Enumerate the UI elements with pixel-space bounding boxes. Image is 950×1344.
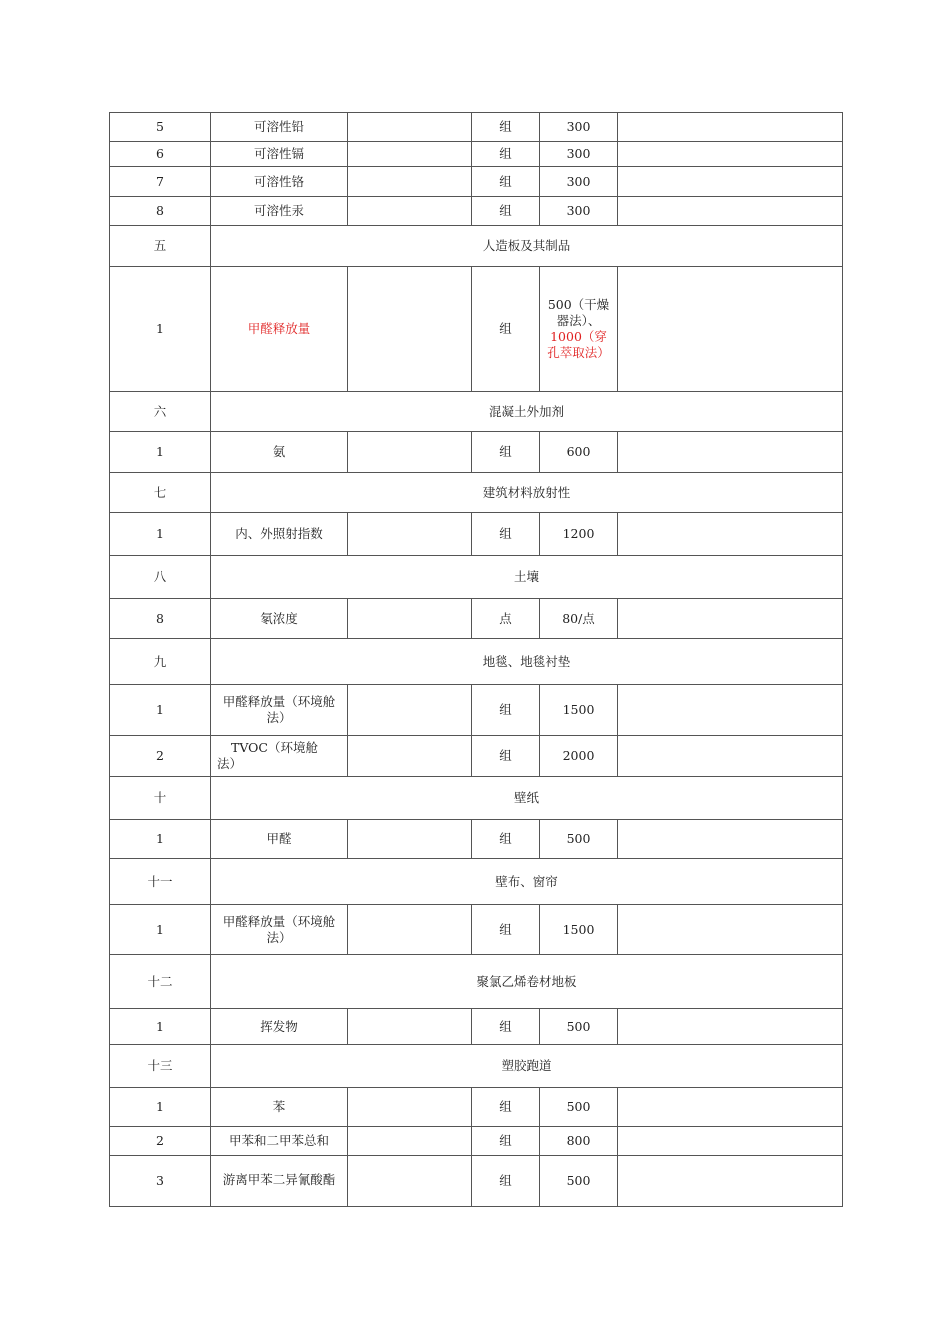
section-number: 六 (110, 392, 211, 432)
unit-cell: 组 (472, 167, 540, 197)
item-name: 可溶性镉 (211, 142, 348, 167)
remarks-cell (618, 142, 843, 167)
row-number: 1 (110, 267, 211, 392)
price-cell: 500 (540, 1009, 618, 1045)
table-row (110, 820, 843, 859)
price-cell: 500 (540, 1088, 618, 1127)
item-name: 苯 (211, 1088, 348, 1127)
price-cell: 800 (540, 1127, 618, 1156)
item-name: 内、外照射指数 (211, 513, 348, 556)
table-row (110, 267, 843, 392)
section-title: 壁布、窗帘 (211, 859, 843, 905)
remarks-cell (618, 197, 843, 226)
unit-cell: 组 (472, 1156, 540, 1207)
section-number: 九 (110, 639, 211, 685)
table-row (110, 905, 843, 955)
remarks-cell (618, 513, 843, 556)
empty-cell (348, 736, 472, 777)
row-number: 1 (110, 685, 211, 736)
unit-cell: 组 (472, 685, 540, 736)
section-number: 十二 (110, 955, 211, 1009)
section-number: 十一 (110, 859, 211, 905)
empty-cell (348, 167, 472, 197)
item-name: 游离甲苯二异氰酸酯 (211, 1156, 348, 1207)
empty-cell (348, 1127, 472, 1156)
empty-cell (348, 1156, 472, 1207)
remarks-cell (618, 432, 843, 473)
unit-cell: 组 (472, 267, 540, 392)
unit-cell: 组 (472, 1088, 540, 1127)
row-number: 7 (110, 167, 211, 197)
item-name: 挥发物 (211, 1009, 348, 1045)
price-cell: 500 (540, 820, 618, 859)
price-cell (540, 267, 618, 392)
empty-cell (348, 820, 472, 859)
item-name: 甲苯和二甲苯总和 (211, 1127, 348, 1156)
remarks-cell (618, 736, 843, 777)
section-header-row (110, 226, 843, 267)
empty-cell (348, 432, 472, 473)
price-cell: 1500 (540, 905, 618, 955)
remarks-cell (618, 1088, 843, 1127)
item-name-line-1: TVOC（环境舱 (231, 740, 318, 755)
item-name: 甲醛释放量（环境舱法） (211, 685, 348, 736)
empty-cell (348, 1088, 472, 1127)
row-number: 1 (110, 432, 211, 473)
remarks-cell (618, 1127, 843, 1156)
empty-cell (348, 113, 472, 142)
section-header-row (110, 473, 843, 513)
remarks-cell (618, 599, 843, 639)
table-row (110, 113, 843, 142)
section-header-row (110, 556, 843, 599)
price-cell: 2000 (540, 736, 618, 777)
remarks-cell (618, 1156, 843, 1207)
unit-cell: 组 (472, 142, 540, 167)
fee-schedule-table (109, 112, 843, 1207)
item-name: 氡浓度 (211, 599, 348, 639)
table-row (110, 432, 843, 473)
row-number: 6 (110, 142, 211, 167)
price-cell: 300 (540, 142, 618, 167)
section-header-row (110, 777, 843, 820)
unit-cell: 组 (472, 905, 540, 955)
row-number: 3 (110, 1156, 211, 1207)
section-header-row (110, 955, 843, 1009)
table-row (110, 1127, 843, 1156)
table-row (110, 142, 843, 167)
table-row (110, 685, 843, 736)
unit-cell: 组 (472, 113, 540, 142)
unit-cell: 组 (472, 1127, 540, 1156)
section-header-row (110, 1045, 843, 1088)
row-number: 2 (110, 1127, 211, 1156)
unit-cell: 组 (472, 432, 540, 473)
row-number: 1 (110, 905, 211, 955)
price-cell: 300 (540, 197, 618, 226)
row-number: 1 (110, 820, 211, 859)
empty-cell (348, 599, 472, 639)
item-name: 甲醛释放量 (211, 267, 348, 392)
empty-cell (348, 513, 472, 556)
section-number: 十 (110, 777, 211, 820)
item-name: 氨 (211, 432, 348, 473)
price-cell: 300 (540, 167, 618, 197)
section-title: 混凝土外加剂 (211, 392, 843, 432)
remarks-cell (618, 267, 843, 392)
remarks-cell (618, 820, 843, 859)
table-row (110, 1088, 843, 1127)
row-number: 1 (110, 513, 211, 556)
section-number: 十三 (110, 1045, 211, 1088)
empty-cell (348, 905, 472, 955)
section-title: 地毯、地毯衬垫 (211, 639, 843, 685)
table-row (110, 736, 843, 777)
price-cell: 500 (540, 1156, 618, 1207)
item-name: 可溶性铅 (211, 113, 348, 142)
row-number: 2 (110, 736, 211, 777)
unit-cell: 点 (472, 599, 540, 639)
price-cell: 600 (540, 432, 618, 473)
item-name: 甲醛 (211, 820, 348, 859)
price-perforator-method: 1000（穿孔萃取法） (547, 329, 610, 360)
section-number: 八 (110, 556, 211, 599)
unit-cell: 组 (472, 820, 540, 859)
item-name (211, 736, 348, 777)
remarks-cell (618, 167, 843, 197)
item-name: 可溶性汞 (211, 197, 348, 226)
section-title: 塑胶跑道 (211, 1045, 843, 1088)
empty-cell (348, 142, 472, 167)
empty-cell (348, 197, 472, 226)
unit-cell: 组 (472, 736, 540, 777)
remarks-cell (618, 113, 843, 142)
price-cell: 1500 (540, 685, 618, 736)
table-row (110, 197, 843, 226)
empty-cell (348, 685, 472, 736)
unit-cell: 组 (472, 197, 540, 226)
unit-cell: 组 (472, 513, 540, 556)
item-name-line-2: 法） (217, 756, 243, 771)
remarks-cell (618, 905, 843, 955)
price-cell: 80/点 (540, 599, 618, 639)
table-row (110, 513, 843, 556)
section-title: 聚氯乙烯卷材地板 (211, 955, 843, 1009)
empty-cell (348, 1009, 472, 1045)
section-number: 五 (110, 226, 211, 267)
section-header-row (110, 392, 843, 432)
item-name: 可溶性铬 (211, 167, 348, 197)
remarks-cell (618, 685, 843, 736)
section-header-row (110, 639, 843, 685)
table-row (110, 1156, 843, 1207)
section-number: 七 (110, 473, 211, 513)
section-title: 人造板及其制品 (211, 226, 843, 267)
table-row (110, 167, 843, 197)
row-number: 5 (110, 113, 211, 142)
empty-cell (348, 267, 472, 392)
table-row (110, 599, 843, 639)
price-cell: 300 (540, 113, 618, 142)
row-number: 1 (110, 1088, 211, 1127)
remarks-cell (618, 1009, 843, 1045)
row-number: 8 (110, 197, 211, 226)
section-header-row (110, 859, 843, 905)
table-row (110, 1009, 843, 1045)
row-number: 8 (110, 599, 211, 639)
price-dryer-method: 500（干燥器法）、 (547, 297, 610, 328)
row-number: 1 (110, 1009, 211, 1045)
section-title: 土壤 (211, 556, 843, 599)
price-cell: 1200 (540, 513, 618, 556)
item-name: 甲醛释放量（环境舱法） (211, 905, 348, 955)
unit-cell: 组 (472, 1009, 540, 1045)
section-title: 建筑材料放射性 (211, 473, 843, 513)
section-title: 壁纸 (211, 777, 843, 820)
